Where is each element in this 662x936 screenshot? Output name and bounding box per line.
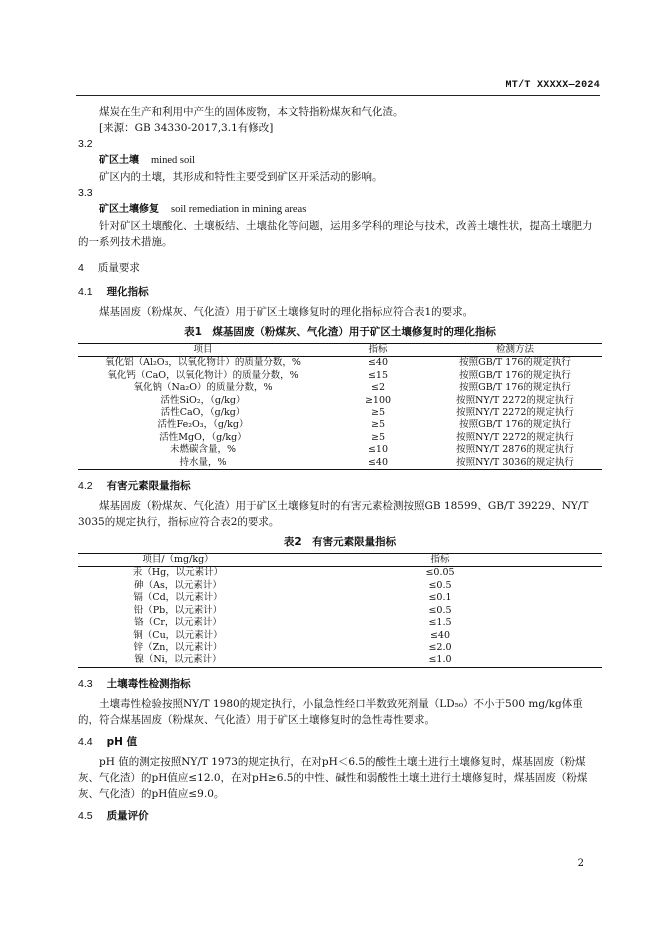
term-heading [78,152,602,169]
term-definition: 针对矿区土壤酸化、土壤板结、土壤盐化等问题，运用多学科的理论与技术，改善土壤性状，提高土壤肥力的一系列技术措施。 [78,220,593,248]
table-cell: 镍（Ni，以元素计） [134,654,222,666]
subsection-number: 4.4 [78,735,93,748]
table-cell: ≤0.5 [428,579,452,591]
table-cell: ≤2.0 [428,641,452,653]
table-cell: 氧化钙（CaO，以氧化物计）的质量分数，% [107,369,299,381]
paragraph: 煤基固废（粉煤灰、气化渣）用于矿区土壤修复时的理化指标应符合表1的要求。 [99,306,474,318]
table-cell: ≤10 [367,444,389,456]
table-cell: 活性SiO₂，（g/kg） [160,394,246,406]
table-row [78,419,602,431]
definition-source: [来源：GB 34330-2017,3.1有修改] [99,122,274,134]
header-rule [76,95,600,96]
table-cell: ≥100 [364,394,392,406]
table-header-cell: 检测方法 [428,344,602,357]
page-number: 2 [577,858,584,869]
table-cell: ≤40 [429,629,451,641]
table-cell: ≤40 [367,456,389,468]
table-header-cell: 指标 [328,344,428,357]
table-cell: ≤0.5 [428,604,452,616]
table2-caption: 表2 有害元素限量指标 [283,536,397,549]
table-cell: ≥5 [370,407,385,419]
subsection-number: 4.3 [78,677,93,690]
table-cell: 镉（Cd，以元素计） [133,592,223,604]
table-cell: 按照NY/T 2876的规定执行 [456,444,574,456]
subsection-number: 4.1 [78,286,93,298]
table-row [78,457,602,470]
table-header-row [78,554,602,567]
table-header-cell: 指标 [278,554,602,567]
table-cell: ≤1.5 [428,617,452,629]
table-cell: 按照NY/T 2272的规定执行 [456,431,574,443]
subsection-number: 4.5 [78,809,93,822]
term-number: 3.2 [78,138,93,150]
table-cell: 持水量，% [179,456,227,468]
table-cell: ≤1.0 [428,654,452,666]
table2 [78,553,602,668]
table-cell: 氧化钠（Na₂O）的质量分数，% [133,382,273,394]
subsection-heading [78,284,602,300]
table-cell: ≥5 [370,419,385,431]
table-cell: 按照GB/T 176的规定执行 [459,382,571,394]
subsection-number: 4.2 [78,480,93,493]
table-cell: 铅（Pb，以元素计） [133,604,223,616]
table1 [78,343,602,470]
section-number: 4 [78,262,84,274]
table-cell: 按照GB/T 176的规定执行 [459,419,571,431]
table-cell: ≥5 [370,431,385,443]
table-row [78,357,602,370]
table-cell: 按照GB/T 176的规定执行 [459,369,571,381]
paragraph: 土壤毒性检验按照NY/T 1980的规定执行，小鼠急性经口半数致死剂量（LD₅₀）不小于500 mg/kg体重的，符合煤基固废（粉煤灰、气化渣）用于矿区土壤修复时的急性毒性要求。 [78,697,583,726]
table-header-cell: 项目/（mg/kg） [78,554,278,567]
table-row [78,654,602,667]
table-row [78,444,602,456]
table-cell: 氧化铝（Al₂O₃，以氧化物计）的质量分数，% [105,357,301,369]
table-cell: 活性Fe₂O₃，（g/kg） [157,419,249,431]
section-title: 质量要求 [97,262,140,274]
table-cell: ≤15 [367,369,389,381]
table-cell: 按照NY/T 2272的规定执行 [456,407,574,419]
term-en: mined soil [151,155,196,166]
subsection-title: pH 值 [106,735,138,748]
table-cell: 锌（Zn，以元素计） [133,641,223,653]
table-row [78,370,602,382]
subsection-heading [78,478,602,494]
table-row [78,382,602,394]
subsection-title: 理化指标 [106,286,149,298]
subsection-title: 土壤毒性检测指标 [106,677,191,690]
table-row [78,605,602,617]
table-row [78,432,602,444]
table-cell: 汞（Hg，以元素计） [132,567,224,579]
table-cell: 活性MgO，（g/kg） [159,431,247,443]
table-cell: ≤2 [370,382,385,394]
table-row [78,567,602,580]
subsection-title: 有害元素限量指标 [106,480,191,493]
document-code: MT/T XXXXX—2024 [505,80,600,91]
table-row [78,630,602,642]
table-cell: 活性CaO，（g/kg） [160,407,246,419]
table-header-cell: 项目 [78,344,328,357]
table-cell: 铜（Cu，以元素计） [133,629,223,641]
subsection-title: 质量评价 [106,809,149,822]
table-cell: 铬（Cr，以元素计） [134,617,222,629]
table-cell: 砷（As，以元素计） [134,579,222,591]
page-content [78,104,602,828]
table-cell: ≤40 [367,357,389,369]
table-row [78,592,602,604]
table-row [78,617,602,629]
section-heading [78,260,602,276]
table-row [78,642,602,654]
table-row [78,395,602,407]
table-cell: 按照NY/T 2272的规定执行 [456,394,574,406]
table-cell: ≤0.1 [428,592,452,604]
table-cell: 按照NY/T 3036的规定执行 [456,456,574,468]
term-en: soil remediation in mining areas [171,204,307,215]
definition-text: 煤炭在生产和利用中产生的固体废物，本文特指粉煤灰和气化渣。 [99,106,404,118]
subsection-heading [78,676,602,692]
term-zh: 矿区土壤修复 [99,204,159,215]
paragraph: 煤基固废（粉煤灰、气化渣）用于矿区土壤修复时的有害元素检测按照GB 18599、GB/T 39229、NY/T 3035的规定执行，指标应符合表2的要求。 [78,500,589,529]
table-header-row [78,344,602,357]
table-cell: 未燃碳含量，% [169,444,237,456]
table1-caption: 表1 煤基固废（粉煤灰、气化渣）用于矿区土壤修复时的理化指标 [184,326,496,338]
term-zh: 矿区土壤 [99,155,139,166]
table-row [78,580,602,592]
paragraph: pH 值的测定按照NY/T 1973的规定执行，在对pH＜6.5的酸性土壤土进行土壤修复时，煤基固废（粉煤灰、气化渣）的pH值应≤12.0，在对pH≥6.5的中性、碱性和弱酸性土壤土进行土壤修复时，煤基固废（粉煤灰、气化渣）的pH值应≤9.0。 [78,755,588,800]
term-definition: 矿区内的土壤，其形成和特性主要受到矿区开采活动的影响。 [99,171,383,183]
subsection-heading [78,808,602,824]
subsection-heading [78,734,602,750]
table-cell: 按照GB/T 176的规定执行 [459,357,571,369]
table-cell: ≤0.05 [425,567,455,579]
term-heading [78,201,602,218]
table-row [78,407,602,419]
term-number: 3.3 [78,187,93,199]
